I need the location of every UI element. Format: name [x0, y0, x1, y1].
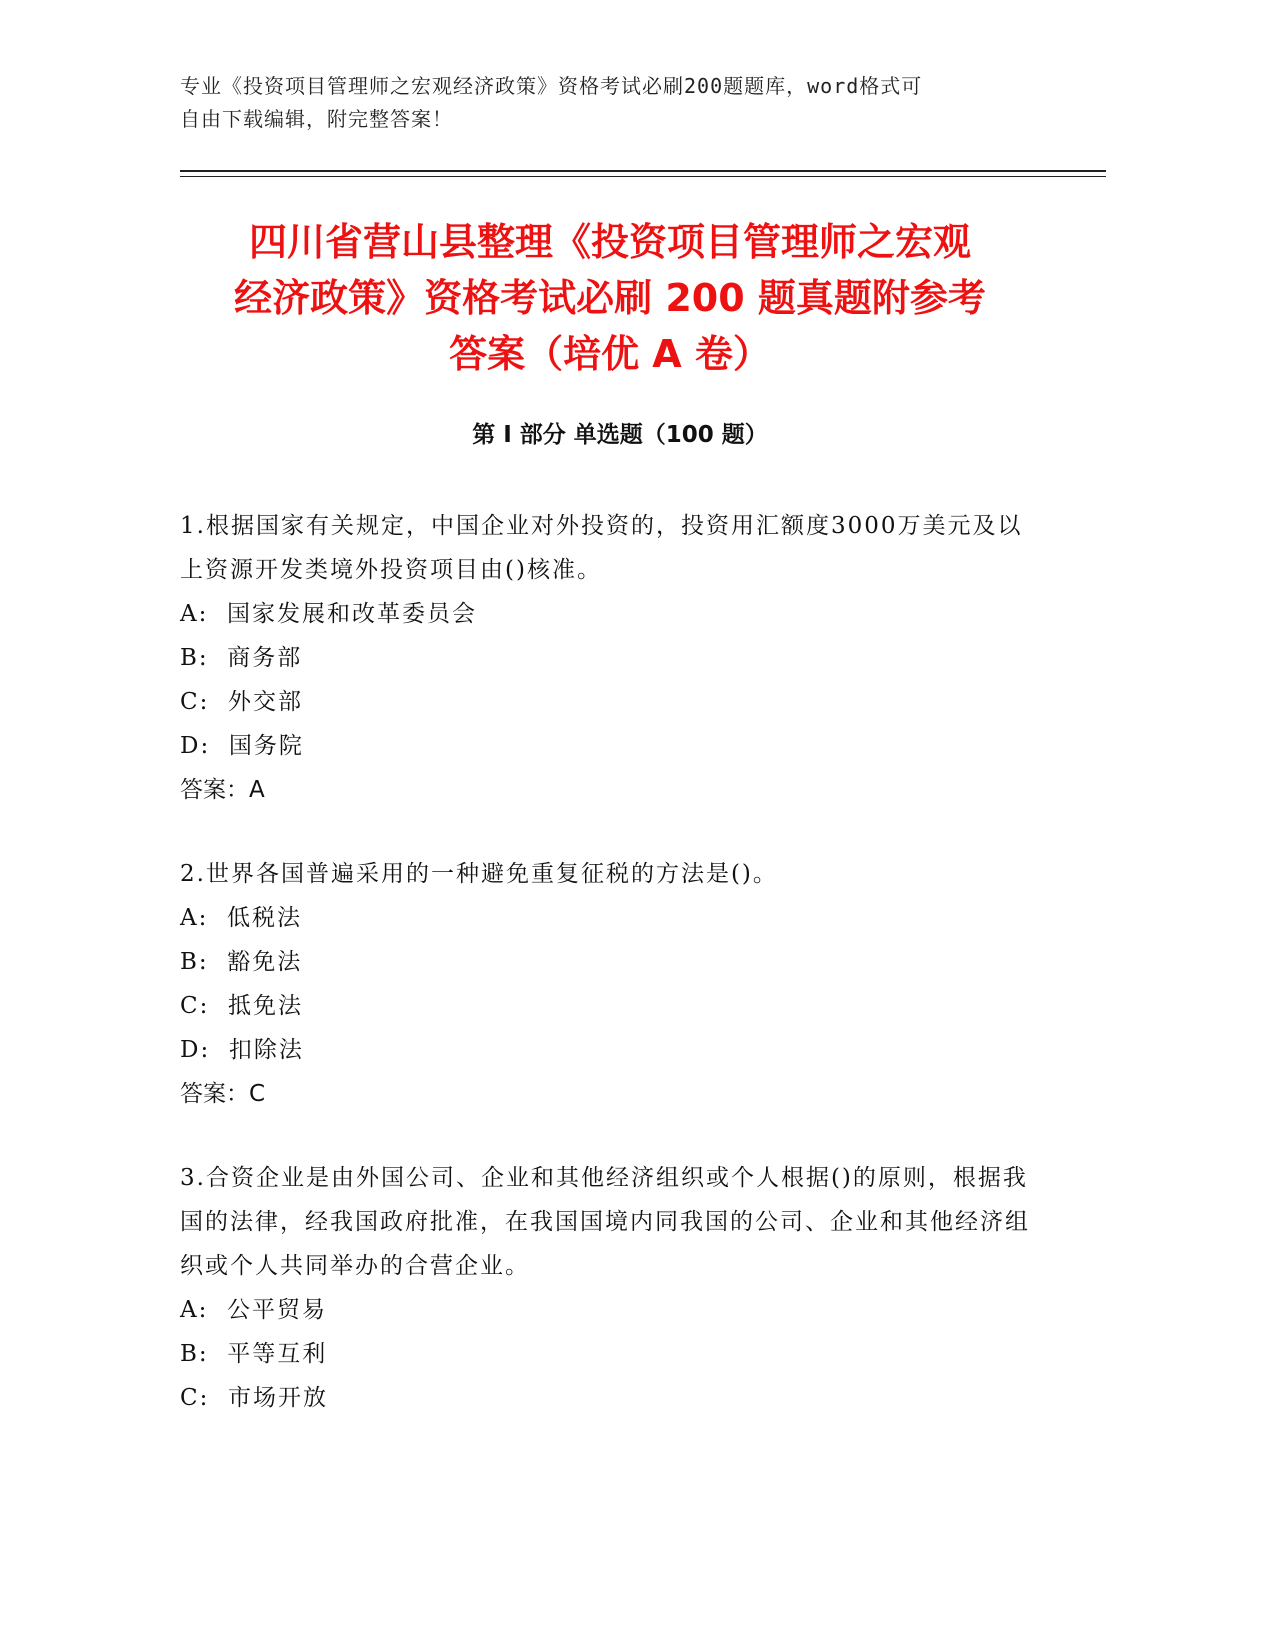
document-title-line: 四川省营山县整理《投资项目管理师之宏观 [248, 220, 971, 264]
section-heading: 第 I 部分 单选题（100 题） [472, 422, 768, 448]
question-stem: 2.世界各国普遍采用的一种避免重复征税的方法是()。 [180, 861, 778, 887]
question-2 [180, 852, 1040, 1116]
option-letter: B: [180, 1341, 209, 1367]
option-text: 市场开放 [227, 1385, 328, 1411]
question-1 [180, 504, 1040, 812]
answer-line: 答案：A [180, 777, 265, 803]
option-text: 平等互利 [227, 1341, 328, 1367]
option-text: 外交部 [227, 689, 303, 715]
option-a [180, 896, 1040, 940]
option-letter: C: [180, 1385, 210, 1411]
option-letter: C: [180, 689, 210, 715]
option-letter: D: [180, 733, 211, 759]
answer-line: 答案：C [180, 1081, 266, 1107]
option-letter: C: [180, 993, 210, 1019]
option-a [180, 1288, 1040, 1332]
question-stem: 3.合资企业是由外国公司、企业和其他经济组织或个人根据()的原则，根据我国的法律，经我国政府批准，在我国国境内同我国的公司、企业和其他经济组织或个人共同举办的合营企业。 [180, 1165, 1030, 1279]
document-title-line: 经济政策》资格考试必刷 200 题真题附参考 [234, 276, 986, 320]
option-text: 豁免法 [227, 949, 303, 975]
question-list [180, 504, 1040, 1460]
option-text: 商务部 [227, 645, 303, 671]
option-text: 国家发展和改革委员会 [226, 601, 477, 627]
option-text: 公平贸易 [226, 1297, 327, 1323]
question-3 [180, 1156, 1040, 1420]
question-stem: 1.根据国家有关规定，中国企业对外投资的，投资用汇额度3000万美元及以上资源开发类境外投资项目由()核准。 [180, 513, 1023, 583]
option-b [180, 636, 1040, 680]
header-note-line: 专业《投资项目管理师之宏观经济政策》资格考试必刷200题题库，word格式可 [180, 74, 923, 98]
option-d [180, 1028, 1040, 1072]
option-letter: D: [180, 1037, 211, 1063]
option-b [180, 1332, 1040, 1376]
option-letter: A: [180, 905, 209, 931]
header-note [180, 70, 1040, 136]
option-c [180, 984, 1040, 1028]
option-d [180, 724, 1040, 768]
option-letter: A: [180, 1297, 209, 1323]
option-a [180, 592, 1040, 636]
option-letter: B: [180, 645, 209, 671]
document-title-line: 答案（培优 A 卷） [449, 332, 771, 376]
option-c [180, 680, 1040, 724]
option-b [180, 940, 1040, 984]
option-text: 国务院 [228, 733, 304, 759]
header-note-line: 自由下载编辑，附完整答案！ [180, 107, 453, 131]
option-letter: A: [180, 601, 209, 627]
option-letter: B: [180, 949, 209, 975]
header-divider-thin [180, 176, 1106, 177]
option-text: 低税法 [226, 905, 302, 931]
option-text: 扣除法 [228, 1037, 304, 1063]
option-text: 抵免法 [227, 993, 303, 1019]
header-divider [180, 170, 1106, 172]
document-title [170, 214, 1050, 382]
option-c [180, 1376, 1040, 1420]
